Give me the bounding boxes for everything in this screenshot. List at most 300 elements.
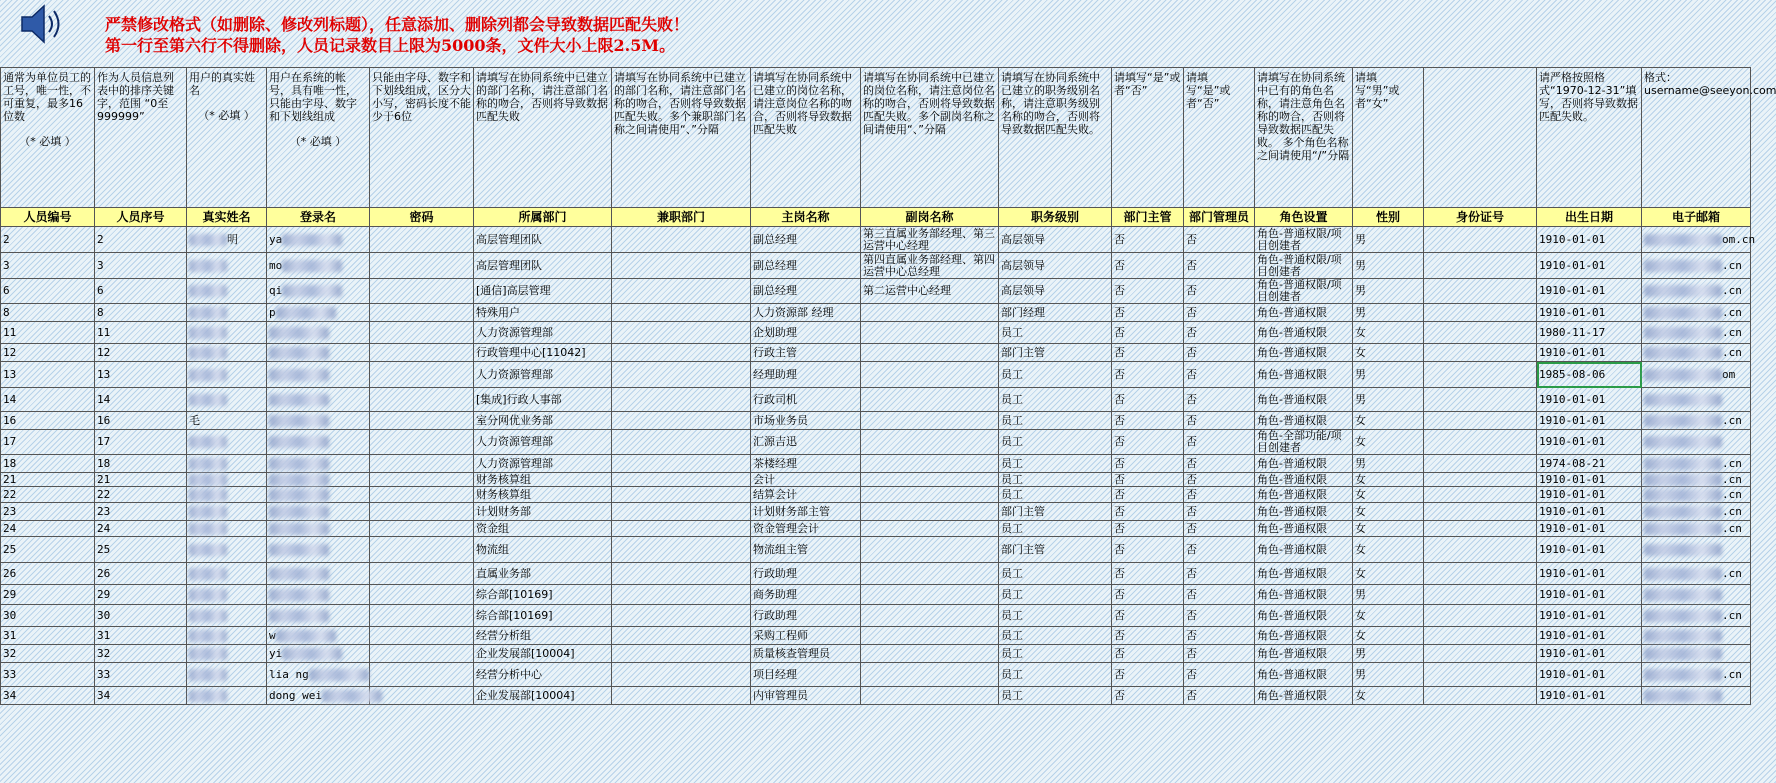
cell-empty[interactable] — [370, 388, 474, 412]
cell-mgr[interactable]: 否 — [1112, 304, 1184, 322]
cell-login[interactable] — [267, 455, 370, 473]
cell-login[interactable] — [267, 605, 370, 627]
cell-name[interactable] — [187, 503, 267, 521]
cell-empty[interactable] — [612, 430, 751, 455]
cell-role[interactable]: 角色-普通权限 — [1255, 503, 1353, 521]
cell-seq[interactable]: 26 — [95, 563, 187, 585]
cell-empty[interactable] — [370, 521, 474, 537]
cell-sub[interactable] — [861, 503, 999, 521]
cell-email[interactable] — [1642, 663, 1751, 687]
column-description[interactable] — [751, 68, 861, 208]
cell-empty[interactable] — [1424, 344, 1537, 362]
cell-seq[interactable]: 34 — [95, 687, 187, 705]
column-header[interactable]: 密码 — [370, 208, 474, 227]
cell-dept[interactable]: 高层管理团队 — [474, 253, 612, 279]
cell-empty[interactable] — [612, 503, 751, 521]
cell-pos[interactable]: 副总经理 — [751, 227, 861, 253]
cell-sub[interactable] — [861, 487, 999, 503]
cell-admin[interactable]: 否 — [1184, 455, 1255, 473]
cell-birth[interactable]: 1910-01-01 — [1537, 627, 1642, 645]
cell-sub[interactable] — [861, 473, 999, 487]
cell-empty[interactable] — [612, 344, 751, 362]
cell-dept[interactable]: [通信]高层管理 — [474, 279, 612, 304]
cell-admin[interactable]: 否 — [1184, 388, 1255, 412]
cell-sub[interactable]: 第二运营中心经理 — [861, 279, 999, 304]
cell-email[interactable] — [1642, 322, 1751, 344]
cell-pos[interactable]: 行政助理 — [751, 563, 861, 585]
cell-seq[interactable]: 13 — [95, 362, 187, 388]
cell-mgr[interactable]: 否 — [1112, 473, 1184, 487]
cell-id[interactable]: 16 — [1, 412, 95, 430]
column-description[interactable] — [1255, 68, 1353, 208]
cell-seq[interactable]: 22 — [95, 487, 187, 503]
cell-level[interactable]: 部门主管 — [999, 503, 1112, 521]
cell-role[interactable]: 角色-普通权限 — [1255, 473, 1353, 487]
cell-empty[interactable] — [370, 663, 474, 687]
cell-seq[interactable]: 16 — [95, 412, 187, 430]
cell-empty[interactable] — [370, 473, 474, 487]
cell-empty[interactable] — [370, 645, 474, 663]
cell-role[interactable]: 角色-普通权限 — [1255, 487, 1353, 503]
cell-sub[interactable] — [861, 362, 999, 388]
cell-login[interactable] — [267, 627, 370, 645]
cell-login[interactable] — [267, 430, 370, 455]
cell-empty[interactable] — [370, 585, 474, 605]
cell-email[interactable] — [1642, 430, 1751, 455]
cell-empty[interactable] — [370, 227, 474, 253]
cell-pos[interactable]: 资金管理会计 — [751, 521, 861, 537]
column-header[interactable]: 副岗名称 — [861, 208, 999, 227]
cell-empty[interactable] — [1424, 473, 1537, 487]
cell-email[interactable] — [1642, 605, 1751, 627]
cell-admin[interactable]: 否 — [1184, 487, 1255, 503]
cell-birth[interactable]: 1985-08-06 — [1537, 362, 1642, 388]
cell-empty[interactable] — [1424, 455, 1537, 473]
cell-pos[interactable]: 茶楼经理 — [751, 455, 861, 473]
cell-pos[interactable]: 副总经理 — [751, 253, 861, 279]
cell-admin[interactable]: 否 — [1184, 521, 1255, 537]
column-description[interactable] — [612, 68, 751, 208]
cell-empty[interactable] — [612, 253, 751, 279]
cell-dept[interactable]: 企业发展部[10004] — [474, 687, 612, 705]
cell-seq[interactable]: 6 — [95, 279, 187, 304]
cell-empty[interactable] — [1424, 388, 1537, 412]
cell-id[interactable]: 33 — [1, 663, 95, 687]
cell-login[interactable] — [267, 253, 370, 279]
cell-empty[interactable] — [1424, 687, 1537, 705]
cell-seq[interactable]: 3 — [95, 253, 187, 279]
cell-login[interactable] — [267, 473, 370, 487]
cell-sex[interactable]: 女 — [1353, 537, 1424, 563]
cell-name[interactable] — [187, 253, 267, 279]
cell-mgr[interactable]: 否 — [1112, 362, 1184, 388]
cell-pos[interactable]: 结算会计 — [751, 487, 861, 503]
cell-admin[interactable]: 否 — [1184, 585, 1255, 605]
cell-name[interactable] — [187, 279, 267, 304]
cell-mgr[interactable]: 否 — [1112, 412, 1184, 430]
cell-birth[interactable]: 1910-01-01 — [1537, 279, 1642, 304]
column-description[interactable] — [1424, 68, 1537, 208]
cell-name[interactable] — [187, 645, 267, 663]
cell-mgr[interactable]: 否 — [1112, 521, 1184, 537]
cell-sub[interactable] — [861, 585, 999, 605]
cell-email[interactable] — [1642, 253, 1751, 279]
cell-mgr[interactable]: 否 — [1112, 585, 1184, 605]
cell-seq[interactable]: 31 — [95, 627, 187, 645]
column-description[interactable] — [1, 68, 95, 208]
cell-dept[interactable]: 财务核算组 — [474, 487, 612, 503]
cell-login[interactable] — [267, 344, 370, 362]
cell-pos[interactable]: 人力资源部 经理 — [751, 304, 861, 322]
cell-id[interactable]: 17 — [1, 430, 95, 455]
cell-sex[interactable]: 女 — [1353, 473, 1424, 487]
cell-empty[interactable] — [612, 687, 751, 705]
cell-empty[interactable] — [1424, 227, 1537, 253]
column-description[interactable] — [267, 68, 370, 208]
cell-level[interactable]: 高层领导 — [999, 227, 1112, 253]
cell-role[interactable]: 角色-普通权限 — [1255, 645, 1353, 663]
cell-level[interactable]: 员工 — [999, 362, 1112, 388]
cell-sub[interactable] — [861, 455, 999, 473]
cell-name[interactable] — [187, 455, 267, 473]
cell-birth[interactable]: 1910-01-01 — [1537, 487, 1642, 503]
cell-pos[interactable]: 质量核查管理员 — [751, 645, 861, 663]
cell-sub[interactable] — [861, 344, 999, 362]
column-header[interactable]: 电子邮箱 — [1642, 208, 1751, 227]
cell-admin[interactable]: 否 — [1184, 687, 1255, 705]
cell-login[interactable] — [267, 663, 370, 687]
cell-admin[interactable]: 否 — [1184, 227, 1255, 253]
cell-name[interactable] — [187, 430, 267, 455]
cell-empty[interactable] — [370, 430, 474, 455]
cell-level[interactable]: 员工 — [999, 487, 1112, 503]
cell-email[interactable] — [1642, 563, 1751, 585]
cell-empty[interactable] — [370, 344, 474, 362]
cell-empty[interactable] — [370, 412, 474, 430]
cell-name[interactable] — [187, 344, 267, 362]
cell-role[interactable]: 角色-普通权限 — [1255, 455, 1353, 473]
cell-empty[interactable] — [612, 627, 751, 645]
cell-birth[interactable]: 1910-01-01 — [1537, 605, 1642, 627]
cell-empty[interactable] — [1424, 279, 1537, 304]
cell-sex[interactable]: 男 — [1353, 304, 1424, 322]
cell-empty[interactable] — [1424, 627, 1537, 645]
cell-empty[interactable] — [612, 537, 751, 563]
cell-birth[interactable]: 1910-01-01 — [1537, 253, 1642, 279]
cell-empty[interactable] — [612, 663, 751, 687]
cell-email[interactable] — [1642, 687, 1751, 705]
cell-id[interactable]: 8 — [1, 304, 95, 322]
cell-dept[interactable]: 行政管理中心[11042] — [474, 344, 612, 362]
cell-name[interactable] — [187, 362, 267, 388]
cell-role[interactable]: 角色-普通权限 — [1255, 563, 1353, 585]
cell-sub[interactable] — [861, 687, 999, 705]
cell-mgr[interactable]: 否 — [1112, 455, 1184, 473]
cell-sex[interactable]: 女 — [1353, 563, 1424, 585]
cell-sub[interactable] — [861, 430, 999, 455]
column-description[interactable] — [1112, 68, 1184, 208]
cell-admin[interactable]: 否 — [1184, 663, 1255, 687]
cell-sex[interactable]: 男 — [1353, 362, 1424, 388]
cell-level[interactable]: 员工 — [999, 663, 1112, 687]
cell-birth[interactable]: 1910-01-01 — [1537, 388, 1642, 412]
cell-login[interactable] — [267, 585, 370, 605]
cell-role[interactable]: 角色-普通权限 — [1255, 687, 1353, 705]
cell-email[interactable] — [1642, 227, 1756, 253]
cell-role[interactable]: 角色-普通权限 — [1255, 344, 1353, 362]
cell-empty[interactable] — [1424, 362, 1537, 388]
cell-birth[interactable]: 1980-11-17 — [1537, 322, 1642, 344]
cell-admin[interactable]: 否 — [1184, 344, 1255, 362]
cell-seq[interactable]: 12 — [95, 344, 187, 362]
cell-empty[interactable] — [370, 627, 474, 645]
cell-mgr[interactable]: 否 — [1112, 563, 1184, 585]
cell-login[interactable] — [267, 487, 370, 503]
cell-birth[interactable]: 1910-01-01 — [1537, 227, 1642, 253]
cell-seq[interactable]: 30 — [95, 605, 187, 627]
cell-email[interactable] — [1642, 344, 1751, 362]
column-description[interactable] — [370, 68, 474, 208]
cell-email[interactable] — [1642, 503, 1751, 521]
cell-admin[interactable]: 否 — [1184, 322, 1255, 344]
cell-id[interactable]: 25 — [1, 537, 95, 563]
cell-empty[interactable] — [370, 487, 474, 503]
cell-level[interactable]: 高层领导 — [999, 279, 1112, 304]
cell-email[interactable] — [1642, 455, 1751, 473]
cell-empty[interactable] — [612, 227, 751, 253]
cell-mgr[interactable]: 否 — [1112, 537, 1184, 563]
cell-empty[interactable] — [612, 304, 751, 322]
cell-dept[interactable]: 计划财务部 — [474, 503, 612, 521]
cell-seq[interactable]: 11 — [95, 322, 187, 344]
cell-name[interactable] — [187, 227, 267, 253]
cell-sub[interactable] — [861, 388, 999, 412]
cell-email[interactable] — [1642, 645, 1751, 663]
cell-email[interactable] — [1642, 537, 1751, 563]
cell-admin[interactable]: 否 — [1184, 563, 1255, 585]
column-description[interactable] — [474, 68, 612, 208]
column-description[interactable] — [95, 68, 187, 208]
cell-email[interactable] — [1642, 627, 1751, 645]
cell-birth[interactable]: 1910-01-01 — [1537, 585, 1642, 605]
cell-empty[interactable] — [1424, 304, 1537, 322]
cell-mgr[interactable]: 否 — [1112, 253, 1184, 279]
cell-mgr[interactable]: 否 — [1112, 605, 1184, 627]
column-description[interactable] — [1184, 68, 1255, 208]
cell-name[interactable] — [187, 487, 267, 503]
cell-pos[interactable]: 会计 — [751, 473, 861, 487]
cell-mgr[interactable]: 否 — [1112, 430, 1184, 455]
cell-dept[interactable]: 企业发展部[10004] — [474, 645, 612, 663]
cell-mgr[interactable]: 否 — [1112, 503, 1184, 521]
cell-sex[interactable]: 女 — [1353, 687, 1424, 705]
cell-mgr[interactable]: 否 — [1112, 645, 1184, 663]
cell-role[interactable]: 角色-普通权限 — [1255, 537, 1353, 563]
cell-level[interactable]: 员工 — [999, 455, 1112, 473]
cell-sub[interactable] — [861, 322, 999, 344]
cell-level[interactable]: 部门主管 — [999, 344, 1112, 362]
cell-seq[interactable]: 32 — [95, 645, 187, 663]
cell-role[interactable]: 角色-普通权限 — [1255, 412, 1353, 430]
cell-birth[interactable]: 1910-01-01 — [1537, 344, 1642, 362]
cell-seq[interactable]: 29 — [95, 585, 187, 605]
cell-birth[interactable]: 1910-01-01 — [1537, 304, 1642, 322]
cell-id[interactable]: 23 — [1, 503, 95, 521]
cell-name[interactable] — [187, 663, 267, 687]
cell-dept[interactable]: 人力资源管理部 — [474, 430, 612, 455]
cell-empty[interactable] — [1424, 537, 1537, 563]
cell-name[interactable] — [187, 304, 267, 322]
cell-role[interactable]: 角色-普通权限/项目创建者 — [1255, 253, 1353, 279]
cell-email[interactable] — [1642, 585, 1751, 605]
cell-dept[interactable]: 资金组 — [474, 521, 612, 537]
cell-empty[interactable] — [1424, 253, 1537, 279]
cell-empty[interactable] — [370, 253, 474, 279]
cell-empty[interactable] — [1424, 663, 1537, 687]
speaker-icon[interactable] — [14, 2, 68, 46]
cell-role[interactable]: 角色-普通权限 — [1255, 585, 1353, 605]
cell-name[interactable] — [187, 687, 267, 705]
cell-empty[interactable] — [612, 322, 751, 344]
cell-admin[interactable]: 否 — [1184, 537, 1255, 563]
cell-email[interactable] — [1642, 473, 1751, 487]
cell-empty[interactable] — [612, 521, 751, 537]
cell-mgr[interactable]: 否 — [1112, 388, 1184, 412]
cell-role[interactable]: 角色-普通权限 — [1255, 304, 1353, 322]
cell-dept[interactable]: 综合部[10169] — [474, 605, 612, 627]
cell-seq[interactable]: 17 — [95, 430, 187, 455]
cell-email[interactable] — [1642, 412, 1751, 430]
cell-empty[interactable] — [370, 362, 474, 388]
cell-email[interactable] — [1642, 388, 1751, 412]
cell-pos[interactable]: 采购工程师 — [751, 627, 861, 645]
cell-dept[interactable]: 特殊用户 — [474, 304, 612, 322]
cell-sex[interactable]: 女 — [1353, 412, 1424, 430]
cell-empty[interactable] — [370, 503, 474, 521]
column-description[interactable] — [1353, 68, 1424, 208]
column-header[interactable]: 部门管理员 — [1184, 208, 1255, 227]
cell-role[interactable]: 角色-普通权限 — [1255, 605, 1353, 627]
cell-name[interactable] — [187, 585, 267, 605]
cell-sub[interactable] — [861, 412, 999, 430]
cell-level[interactable]: 员工 — [999, 605, 1112, 627]
column-description[interactable] — [1642, 68, 1776, 208]
column-description[interactable] — [861, 68, 999, 208]
cell-pos[interactable]: 企划助理 — [751, 322, 861, 344]
cell-sex[interactable]: 男 — [1353, 279, 1424, 304]
cell-mgr[interactable]: 否 — [1112, 627, 1184, 645]
cell-birth[interactable]: 1910-01-01 — [1537, 537, 1642, 563]
cell-sub[interactable] — [861, 521, 999, 537]
cell-empty[interactable] — [1424, 430, 1537, 455]
cell-empty[interactable] — [612, 473, 751, 487]
cell-level[interactable]: 高层领导 — [999, 253, 1112, 279]
column-header[interactable]: 部门主管 — [1112, 208, 1184, 227]
cell-birth[interactable]: 1910-01-01 — [1537, 503, 1642, 521]
cell-empty[interactable] — [1424, 645, 1537, 663]
cell-seq[interactable]: 2 — [95, 227, 187, 253]
cell-login[interactable] — [267, 687, 370, 705]
cell-admin[interactable]: 否 — [1184, 279, 1255, 304]
cell-dept[interactable]: 经营分析组 — [474, 627, 612, 645]
cell-sex[interactable]: 女 — [1353, 521, 1424, 537]
cell-email[interactable] — [1642, 304, 1751, 322]
cell-birth[interactable]: 1910-01-01 — [1537, 663, 1642, 687]
cell-email[interactable] — [1642, 362, 1751, 388]
cell-dept[interactable]: 经营分析中心 — [474, 663, 612, 687]
cell-level[interactable]: 员工 — [999, 412, 1112, 430]
cell-empty[interactable] — [612, 585, 751, 605]
cell-pos[interactable]: 项目经理 — [751, 663, 861, 687]
cell-pos[interactable]: 物流组主管 — [751, 537, 861, 563]
cell-sub[interactable]: 第三直属业务部经理、第三运营中心经理 — [861, 227, 999, 253]
cell-login[interactable] — [267, 279, 370, 304]
cell-dept[interactable]: 室分网优业务部 — [474, 412, 612, 430]
cell-email[interactable] — [1642, 279, 1751, 304]
cell-mgr[interactable]: 否 — [1112, 344, 1184, 362]
cell-dept[interactable]: [集成]行政人事部 — [474, 388, 612, 412]
cell-sub[interactable] — [861, 563, 999, 585]
cell-sub[interactable] — [861, 304, 999, 322]
cell-name[interactable] — [187, 388, 267, 412]
cell-admin[interactable]: 否 — [1184, 430, 1255, 455]
cell-sub[interactable] — [861, 663, 999, 687]
column-description[interactable] — [1537, 68, 1642, 208]
cell-pos[interactable]: 计划财务部主管 — [751, 503, 861, 521]
cell-empty[interactable] — [370, 304, 474, 322]
cell-dept[interactable]: 综合部[10169] — [474, 585, 612, 605]
cell-id[interactable]: 2 — [1, 227, 95, 253]
cell-dept[interactable]: 物流组 — [474, 537, 612, 563]
cell-role[interactable]: 角色-普通权限 — [1255, 521, 1353, 537]
cell-level[interactable]: 员工 — [999, 563, 1112, 585]
cell-level[interactable]: 员工 — [999, 627, 1112, 645]
cell-level[interactable]: 员工 — [999, 388, 1112, 412]
cell-sex[interactable]: 男 — [1353, 455, 1424, 473]
cell-id[interactable]: 14 — [1, 388, 95, 412]
cell-birth[interactable]: 1910-01-01 — [1537, 430, 1642, 455]
cell-empty[interactable] — [612, 362, 751, 388]
cell-sex[interactable]: 女 — [1353, 322, 1424, 344]
cell-empty[interactable] — [612, 455, 751, 473]
cell-empty[interactable] — [1424, 487, 1537, 503]
cell-name[interactable] — [187, 521, 267, 537]
cell-mgr[interactable]: 否 — [1112, 322, 1184, 344]
cell-login[interactable] — [267, 362, 370, 388]
cell-empty[interactable] — [1424, 412, 1537, 430]
cell-id[interactable]: 26 — [1, 563, 95, 585]
cell-id[interactable]: 6 — [1, 279, 95, 304]
cell-empty[interactable] — [612, 605, 751, 627]
cell-birth[interactable]: 1910-01-01 — [1537, 412, 1642, 430]
cell-pos[interactable]: 商务助理 — [751, 585, 861, 605]
cell-empty[interactable] — [370, 687, 474, 705]
cell-empty[interactable] — [370, 279, 474, 304]
cell-dept[interactable]: 财务核算组 — [474, 473, 612, 487]
cell-id[interactable]: 34 — [1, 687, 95, 705]
cell-name[interactable] — [187, 605, 267, 627]
cell-mgr[interactable]: 否 — [1112, 279, 1184, 304]
cell-empty[interactable] — [370, 537, 474, 563]
cell-sex[interactable]: 男 — [1353, 227, 1424, 253]
cell-dept[interactable]: 高层管理团队 — [474, 227, 612, 253]
cell-empty[interactable] — [370, 455, 474, 473]
cell-email[interactable] — [1642, 487, 1751, 503]
cell-empty[interactable] — [612, 279, 751, 304]
cell-dept[interactable]: 人力资源管理部 — [474, 362, 612, 388]
column-header[interactable]: 身份证号 — [1424, 208, 1537, 227]
cell-role[interactable]: 角色-普通权限 — [1255, 322, 1353, 344]
